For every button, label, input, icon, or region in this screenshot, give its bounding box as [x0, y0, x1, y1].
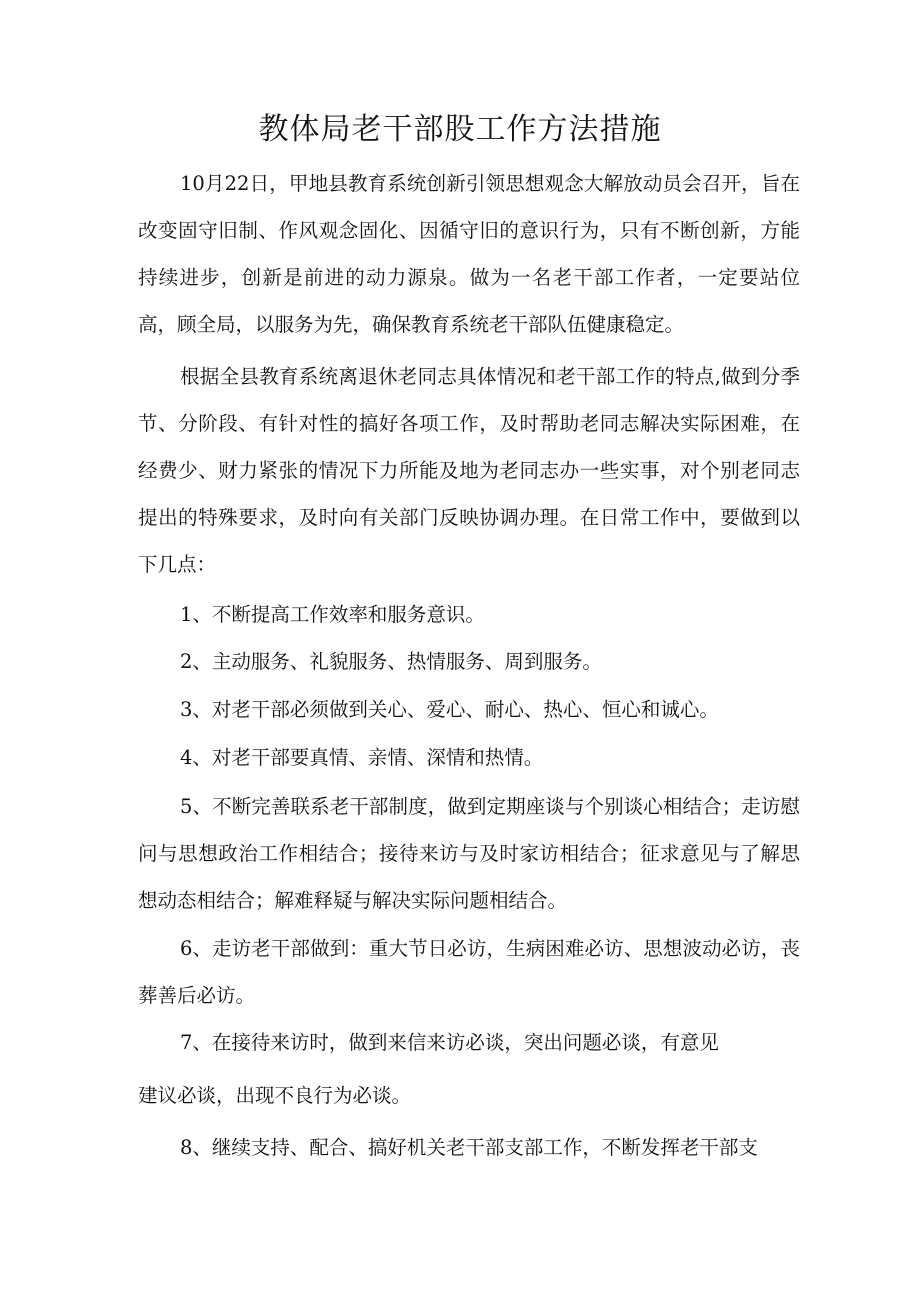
list-item-8: 8、继续支持、配合、搞好机关老干部支部工作，不断发挥老干部支	[180, 1136, 758, 1159]
document-title: 教体局老干部股工作方法措施	[258, 112, 662, 147]
list-item-5: 5、不断完善联系老干部制度，做到定期座谈与个别谈心相结合；走访慰问与思想政治工作相结合；接待来访与及时家访相结合；征求意见与了解思想动态相结合；解难释疑与解决实际问题相结合。	[138, 795, 800, 912]
list-item-6: 6、走访老干部做到：重大节日必访，生病困难必访、思想波动必访，丧葬善后必访。	[138, 937, 800, 1007]
list-item-3: 3、对老干部必须做到关心、爱心、耐心、热心、恒心和诚心。	[180, 698, 719, 721]
list-item-2: 2、主动服务、礼貌服务、热情服务、周到服务。	[180, 650, 602, 673]
background-paragraph: 根据全县教育系统离退休老同志具体情况和老干部工作的特点,做到分季节、分阶段、有针对性的搞好各项工作，及时帮助老同志解决实际困难，在经费少、财力紧张的情况下力所能及地为老同志办一些实事，对个别老同志提出的特殊要求，及时向有关部门反映协调办理。在日常工作中，要做到以下几点：	[138, 365, 800, 576]
list-item-4: 4、对老干部要真情、亲情、深情和热情。	[180, 746, 544, 769]
list-item-7-line-2: 建议必谈，出现不良行为必谈。	[138, 1084, 412, 1107]
list-item-1: 1、不断提高工作效率和服务意识。	[180, 603, 485, 626]
list-item-7-line-1: 7、在接待来访时，做到来信来访必谈，突出问题必谈，有意见	[180, 1031, 719, 1054]
intro-paragraph: 10月22日，甲地县教育系统创新引领思想观念大解放动员会召开，旨在改变固守旧制、作风观念固化、因循守旧的意识行为，只有不断创新，方能持续进步，创新是前进的动力源泉。做为一名老干部工作者，一定要站位高，顾全局，以服务为先，确保教育系统老干部队伍健康稳定。	[138, 172, 800, 336]
